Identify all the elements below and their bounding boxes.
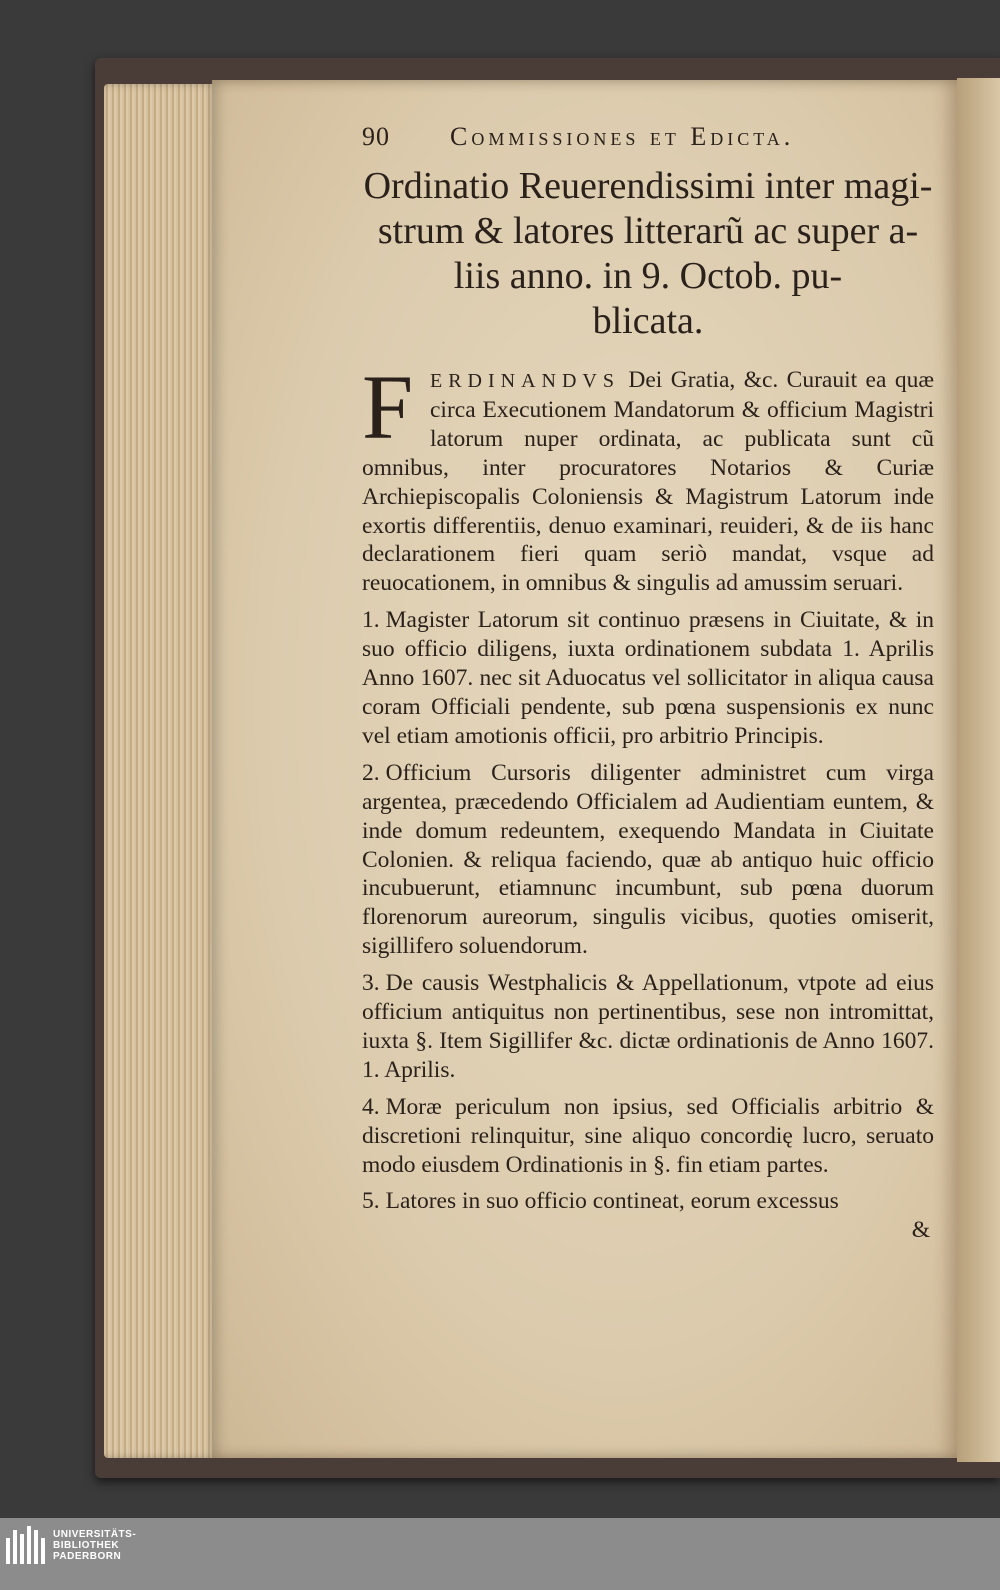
paragraph-number: 5. [362,1188,380,1215]
paragraph-text: Moræ periculum non ipsius, sed Officialis arbitrio & discretioni relinquitur, sine aliquo concordię lucro, seruato modo eiusdem Ordinationis in §. fin etiam partes. [362,1093,934,1178]
title-line: strum & latores litterarũ ac super a- [377,210,919,252]
title-line: liis anno. in 9. Octob. pu- [453,255,843,297]
intro-first-word: ERDINANDVS [430,370,620,392]
numbered-paragraph [362,759,934,961]
logo-line: UNIVERSITÄTS- [53,1528,137,1540]
facing-page-edge [957,78,1000,1462]
section-title [362,164,934,344]
paragraph-text: Magister Latorum sit continuo præsens in Ciuitate, & in suo officio diligens, iuxta ordinationem subdata 1. Aprilis Anno 1607. nec sit Aduocatus vel sollicitator in aliqua causa coram Officiali pendente, sub pœna suspensionis ex nunc vel etiam amotionis officii, pro arbitrio Principis. [362,607,934,749]
numbered-paragraph [362,606,934,751]
catchword: & [911,1217,930,1244]
paragraph-number: 1. [362,607,380,634]
paragraph-number: 2. [362,759,380,786]
running-head-title: Commissiones et Edicta. [450,122,795,151]
library-logo-text [53,1529,136,1562]
paragraph-text: De causis Westphalicis & Appellationum, vtpote ad eius officium antiquitus non pertinentibus, sese non intromittat, iuxta §. Item Sigillifer &c. dictæ ordinationis de Anno 1607. 1. Aprilis. [362,970,934,1083]
library-logo-icon [6,1526,45,1564]
intro-text: Dei Gratia, &c. Curauit ea quæ circa Executionem Mandatorum & officium Magistri latorum nuper ordinata, ac publicata sunt cũ omnibus, inter procuratores Notarios & Curiæ Archiepiscopalis Coloniensis & Magistrum Latorum inde exortis differentiis, denuo examinari, reuideri, & de iis hanc declarationem fieri quam seriò mandat, vsque ad reuocationem, in omnibus & singulis ad amussim seruari. [362,367,934,597]
numbered-paragraph [362,969,934,1085]
numbered-paragraph [362,1187,934,1216]
page-text [362,122,934,1244]
paragraph-number: 3. [362,970,380,997]
paragraph-text: Latores in suo officio contineat, eorum excessus [385,1188,839,1215]
numbered-paragraph [362,1093,934,1180]
title-line: Ordinatio Reuerendissimi inter magi- [363,165,933,207]
library-logo [0,1518,136,1572]
page-edges [104,84,216,1458]
logo-line: PADERBORN [53,1550,122,1562]
intro-paragraph [362,356,934,598]
running-head [362,122,934,162]
paragraph-number: 4. [362,1093,380,1120]
drop-cap: F [362,356,414,458]
paragraph-text: Officium Cursoris diligenter administret cum virga argentea, præcedendo Officialem ad Audientiam euntem, & inde domum redeuntem, exequendo Mandata in Ciuitate Colonien. & reliqua faciendo, quæ ab antiquo huic officio incubuerunt, etiamnunc incumbunt, sub pœna duorum florenorum aureorum, singulis vicibus, quoties omiserit, sigillifero soluendorum. [362,759,934,960]
logo-line: BIBLIOTHEK [53,1539,120,1551]
footer-bar [0,1518,1000,1590]
page-number: 90 [362,122,390,151]
title-line: blicata. [592,300,704,342]
